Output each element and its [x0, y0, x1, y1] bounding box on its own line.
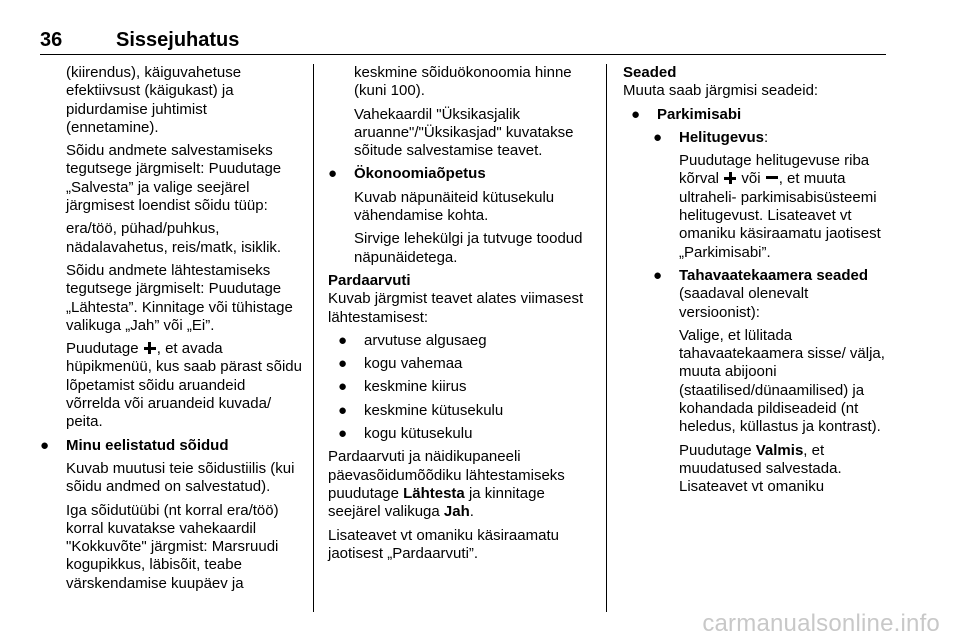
column-1	[40, 64, 302, 598]
plus-icon	[724, 172, 736, 184]
minus-icon	[766, 176, 778, 179]
bullet-title: Tahavaatekaamera seaded	[679, 266, 869, 284]
list-item: ● keskmine kiirus	[338, 378, 467, 396]
paragraph: Sõidu andmete lähtestamiseks tegutsege järgmiselt: Puudutage „Lähtesta”. Kinnitage või tühistage valikuga „Jah” või „Ei”.	[66, 261, 293, 334]
column-divider-2	[606, 64, 607, 612]
list-item: ● Helitugevus:	[653, 128, 769, 146]
paragraph: Valige, et lülitada tahavaatekaamera sisse/ välja, muuta abijooni (staatilised/dünaamilised) ja kohandada pildiseadeid (nt heledus, küllastus ja kontrast).	[679, 326, 885, 436]
paragraph: (kiirendus), käiguvahetuse efektiivsust (käigukast) ja pidurdamise juhtimist (ennetamine).	[66, 64, 242, 136]
column-2	[328, 64, 598, 568]
list-item: ● keskmine kütusekulu	[338, 401, 504, 419]
page-title: Sissejuhatus	[116, 29, 240, 51]
paragraph: Lisateavet vt omaniku käsiraamatu jaotisest „Pardaarvuti”.	[328, 526, 559, 562]
page-number: 36	[40, 29, 63, 51]
bullet-title: Minu eelistatud sõidud	[66, 436, 229, 454]
list-item	[631, 106, 893, 124]
page-header	[40, 28, 886, 55]
bullet-dot: ●	[338, 355, 348, 373]
paragraph: Puudutage Valmis, et muudatused salvestada. Lisateavet vt omaniku	[679, 441, 842, 496]
section-title: Seaded	[623, 64, 677, 81]
paragraph: keskmine sõiduökonoomia hinne (kuni 100).	[354, 64, 572, 100]
bullet-dot: ●	[653, 128, 663, 146]
paragraph: Muuta saab järgmisi seadeid:	[623, 82, 819, 100]
plus-icon	[144, 342, 156, 354]
list-item	[328, 165, 598, 183]
paragraph: Sõidu andmete salvestamiseks tegutsege järgmiselt: Puudutage „Salvesta” ja valige seejärel järgmisest loendist sõidu tüüp:	[66, 142, 282, 215]
paragraph: Puudutage , et avada hüpikmenüü, kus saab pärast sõidu lõpetamist sõidu aruandeid võrrelda või aruandeid kuvada/ peita.	[66, 340, 302, 431]
paragraph: Iga sõidutüübi (nt korral era/töö) korral kuvatakse vahekaardil "Kokkuvõte" järgmist: Marsruudi kogupikkus, läbisõit, teabe värskendamise kuupäev ja	[66, 501, 279, 592]
bullet-dot: ●	[338, 331, 348, 349]
bullet-title: Helitugevus	[679, 128, 765, 146]
bullet-dot: ●	[653, 266, 663, 284]
bullet-dot: ●	[631, 105, 641, 123]
paragraph: Vahekaardil "Üksikasjalik aruanne"/"Üksikasjad" kuvatakse sõitude salvestamise teavet.	[354, 105, 574, 160]
paragraph: Pardaarvuti ja näidikupaneeli päevasõidumõõdiku lähtestamiseks puudutage Lähtesta ja kinnitage seejärel valikuga Jah.	[328, 448, 565, 521]
bullet-dot: ●	[40, 436, 50, 454]
list-item	[40, 437, 302, 455]
paragraph: Kuvab näpunäiteid kütusekulu vähendamise kohta.	[354, 188, 555, 225]
column-divider-1	[313, 64, 314, 612]
paragraph: Kuvab muutusi teie sõidustiilis (kui sõidu andmed on salvestatud).	[66, 459, 295, 496]
list-item: ● kogu vahemaa	[338, 355, 463, 373]
bullet-title: Ökonoomiaõpetus	[354, 165, 486, 183]
column-3	[623, 64, 893, 502]
paragraph: Kuvab järgmist teavet alates viimasest lähtestamisest:	[328, 290, 584, 326]
bullet-title: Parkimisabi	[657, 105, 742, 123]
section-title: Pardaarvuti	[328, 271, 411, 289]
list-item: ● arvutuse algusaeg	[338, 331, 487, 349]
bullet-dot: ●	[338, 401, 348, 419]
watermark: carmanualsonline.info	[702, 610, 940, 637]
bullet-dot: ●	[328, 165, 338, 183]
list-item: ● Tahavaatekaamera seaded (saadaval olenevalt versioonist):	[653, 266, 869, 321]
paragraph: Puudutage helitugevuse riba kõrval või , et muuta ultraheli- parkimisabisüsteemi helitugevust. Lisateavet vt omaniku käsiraamatu jaotisest „Parkimisabi”.	[679, 152, 881, 261]
bullet-dot: ●	[338, 425, 348, 443]
paragraph: era/töö, pühad/puhkus, nädalavahetus, reis/matk, isiklik.	[66, 220, 282, 256]
bullet-dot: ●	[338, 378, 348, 396]
list-item: ● kogu kütusekulu	[338, 425, 473, 443]
paragraph: Sirvige lehekülgi ja tutvuge toodud näpunäidetega.	[354, 230, 583, 266]
